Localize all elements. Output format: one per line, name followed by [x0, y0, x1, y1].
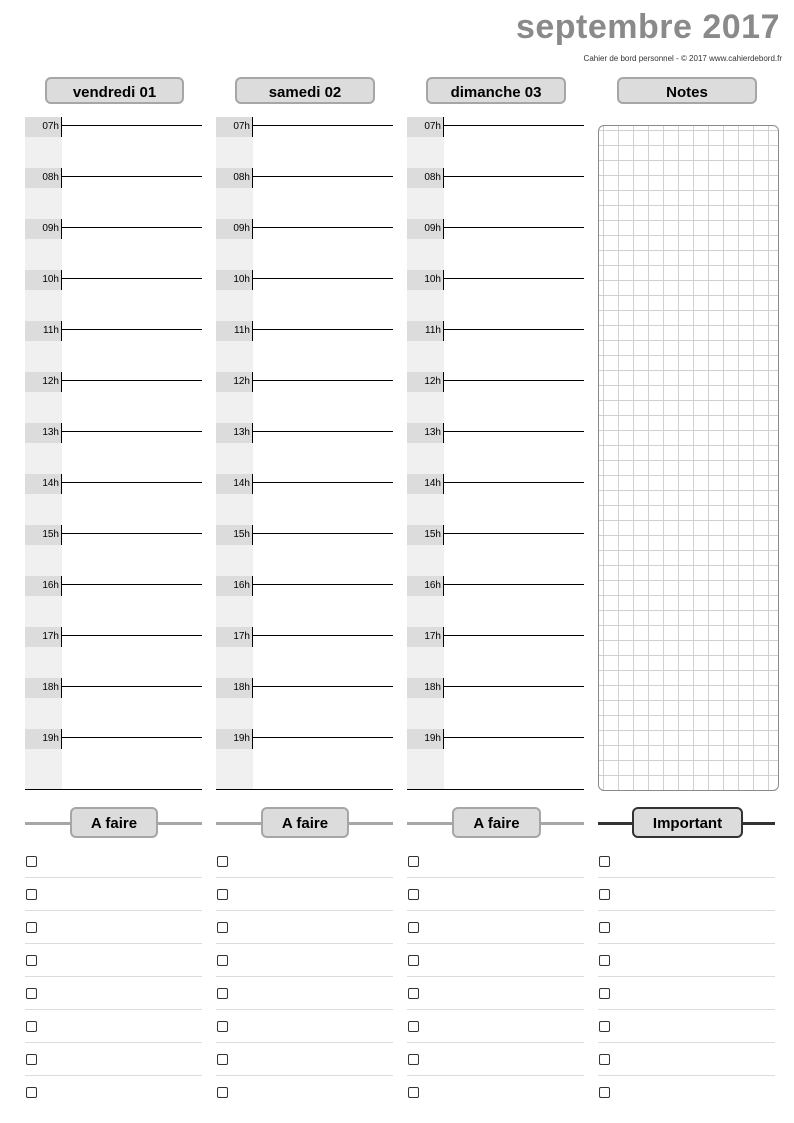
- task-row[interactable]: [407, 911, 584, 944]
- hour-slot[interactable]: [407, 117, 584, 137]
- hour-line: [444, 533, 584, 534]
- task-row[interactable]: [25, 944, 202, 977]
- hour-tick: [252, 117, 253, 137]
- checkbox-icon[interactable]: [599, 1054, 610, 1065]
- hour-tick: [443, 270, 444, 290]
- hour-tick: [61, 627, 62, 647]
- todo-header-1: A faire: [70, 807, 158, 838]
- task-row[interactable]: [25, 845, 202, 878]
- hour-label: 17h: [25, 627, 62, 647]
- hour-label: 14h: [407, 474, 444, 494]
- hour-slot[interactable]: [407, 321, 584, 341]
- checkbox-icon[interactable]: [26, 955, 37, 966]
- hour-slot[interactable]: [25, 678, 202, 698]
- hour-tick: [61, 678, 62, 698]
- checkbox-icon[interactable]: [408, 955, 419, 966]
- checkbox-icon[interactable]: [599, 922, 610, 933]
- task-row[interactable]: [216, 1043, 393, 1076]
- hour-label: 09h: [407, 219, 444, 239]
- hour-line: [444, 482, 584, 483]
- hour-label: 12h: [407, 372, 444, 392]
- hour-line: [444, 176, 584, 177]
- hour-slot[interactable]: [407, 372, 584, 392]
- hour-label: 17h: [407, 627, 444, 647]
- checkbox-icon[interactable]: [26, 1021, 37, 1032]
- checkbox-icon[interactable]: [599, 988, 610, 999]
- hour-tick: [252, 270, 253, 290]
- hour-slot[interactable]: [216, 474, 393, 494]
- checkbox-icon[interactable]: [599, 889, 610, 900]
- hour-tick: [443, 525, 444, 545]
- task-row[interactable]: [598, 911, 775, 944]
- task-row[interactable]: [598, 1076, 775, 1109]
- checkbox-icon[interactable]: [217, 889, 228, 900]
- checkbox-icon[interactable]: [408, 922, 419, 933]
- hour-line: [62, 380, 202, 381]
- hour-label: 16h: [25, 576, 62, 596]
- notes-grid[interactable]: [598, 125, 779, 791]
- hour-line: [253, 584, 393, 585]
- hour-line: [444, 737, 584, 738]
- checkbox-icon[interactable]: [217, 988, 228, 999]
- hour-label: 16h: [216, 576, 253, 596]
- hour-slot[interactable]: [216, 372, 393, 392]
- hour-line: [62, 278, 202, 279]
- task-row[interactable]: [25, 878, 202, 911]
- hour-label: 16h: [407, 576, 444, 596]
- column-bottom-line: [407, 789, 584, 790]
- hour-label: 19h: [216, 729, 253, 749]
- hour-slot[interactable]: [25, 219, 202, 239]
- hour-line: [253, 278, 393, 279]
- hour-label: 11h: [216, 321, 253, 341]
- task-row[interactable]: [598, 845, 775, 878]
- hour-line: [253, 686, 393, 687]
- hour-label: 13h: [216, 423, 253, 443]
- hour-tick: [252, 678, 253, 698]
- hour-line: [62, 482, 202, 483]
- hour-label: 12h: [216, 372, 253, 392]
- hour-tick: [252, 627, 253, 647]
- hour-label: 10h: [25, 270, 62, 290]
- hour-tick: [61, 270, 62, 290]
- hour-slot[interactable]: [407, 423, 584, 443]
- hour-label: 07h: [407, 117, 444, 137]
- task-row[interactable]: [216, 845, 393, 878]
- checkbox-icon[interactable]: [408, 889, 419, 900]
- hour-tick: [443, 474, 444, 494]
- task-row[interactable]: [598, 878, 775, 911]
- hour-line: [253, 329, 393, 330]
- hour-tick: [443, 576, 444, 596]
- hour-tick: [252, 423, 253, 443]
- hour-line: [62, 329, 202, 330]
- hour-tick: [443, 678, 444, 698]
- checkbox-icon[interactable]: [408, 856, 419, 867]
- hour-label: 09h: [216, 219, 253, 239]
- hour-label: 15h: [407, 525, 444, 545]
- hour-line: [253, 380, 393, 381]
- hour-slot[interactable]: [216, 117, 393, 137]
- hour-line: [253, 482, 393, 483]
- todo-header-3: A faire: [452, 807, 541, 838]
- checkbox-icon[interactable]: [217, 1021, 228, 1032]
- hour-label: 12h: [25, 372, 62, 392]
- hour-slot[interactable]: [216, 627, 393, 647]
- hour-slot[interactable]: [216, 423, 393, 443]
- checkbox-icon[interactable]: [599, 1021, 610, 1032]
- task-row[interactable]: [216, 911, 393, 944]
- hour-label: 13h: [25, 423, 62, 443]
- task-row[interactable]: [407, 845, 584, 878]
- hour-slot[interactable]: [216, 219, 393, 239]
- hour-tick: [252, 321, 253, 341]
- task-row[interactable]: [598, 1010, 775, 1043]
- task-row[interactable]: [25, 1076, 202, 1109]
- hour-slot[interactable]: [216, 168, 393, 188]
- todo-list-2: [216, 845, 393, 1109]
- checkbox-icon[interactable]: [26, 856, 37, 867]
- hour-line: [444, 584, 584, 585]
- hour-tick: [61, 525, 62, 545]
- hour-tick: [61, 729, 62, 749]
- task-row[interactable]: [25, 1043, 202, 1076]
- hour-tick: [443, 321, 444, 341]
- task-row[interactable]: [25, 977, 202, 1010]
- checkbox-icon[interactable]: [26, 1087, 37, 1098]
- task-row[interactable]: [216, 878, 393, 911]
- checkbox-icon[interactable]: [408, 988, 419, 999]
- task-row[interactable]: [216, 1010, 393, 1043]
- hour-tick: [443, 219, 444, 239]
- hour-slot[interactable]: [407, 576, 584, 596]
- day-header-3: dimanche 03: [426, 77, 566, 104]
- hour-tick: [61, 474, 62, 494]
- hour-label: 18h: [407, 678, 444, 698]
- hour-line: [253, 125, 393, 126]
- hour-slot[interactable]: [25, 576, 202, 596]
- hour-slot[interactable]: [25, 117, 202, 137]
- hour-tick: [61, 219, 62, 239]
- task-row[interactable]: [216, 1076, 393, 1109]
- todo-header-2: A faire: [261, 807, 349, 838]
- hour-tick: [252, 372, 253, 392]
- hour-line: [444, 380, 584, 381]
- hour-line: [62, 686, 202, 687]
- hour-label: 14h: [25, 474, 62, 494]
- checkbox-icon[interactable]: [217, 955, 228, 966]
- important-header: Important: [632, 807, 743, 838]
- day-schedule-2: [216, 117, 393, 790]
- hour-slot[interactable]: [25, 474, 202, 494]
- todo-list-3: [407, 845, 584, 1109]
- hour-label: 08h: [407, 168, 444, 188]
- hour-slot[interactable]: [216, 678, 393, 698]
- hour-line: [444, 227, 584, 228]
- hour-line: [62, 737, 202, 738]
- checkbox-icon[interactable]: [599, 955, 610, 966]
- page-subtitle: Cahier de bord personnel - © 2017 www.cahierdebord.fr: [583, 54, 782, 63]
- hour-line: [62, 584, 202, 585]
- hour-line: [62, 176, 202, 177]
- day-header-1: vendredi 01: [45, 77, 184, 104]
- checkbox-icon[interactable]: [217, 1054, 228, 1065]
- hour-label: 10h: [216, 270, 253, 290]
- hour-slot[interactable]: [25, 525, 202, 545]
- checkbox-icon[interactable]: [26, 988, 37, 999]
- task-row[interactable]: [407, 1010, 584, 1043]
- task-row[interactable]: [25, 1010, 202, 1043]
- hour-tick: [252, 474, 253, 494]
- hour-label: 18h: [25, 678, 62, 698]
- hour-slot[interactable]: [407, 270, 584, 290]
- important-list: [598, 845, 775, 1109]
- hour-slot[interactable]: [25, 270, 202, 290]
- hour-tick: [252, 168, 253, 188]
- day-header-2: samedi 02: [235, 77, 375, 104]
- column-bottom-line: [25, 789, 202, 790]
- column-bottom-line: [216, 789, 393, 790]
- task-row[interactable]: [25, 911, 202, 944]
- hour-label: 19h: [407, 729, 444, 749]
- hour-label: 08h: [216, 168, 253, 188]
- hour-label: 19h: [25, 729, 62, 749]
- hour-label: 15h: [216, 525, 253, 545]
- hour-label: 07h: [25, 117, 62, 137]
- hour-slot[interactable]: [25, 729, 202, 749]
- hour-label: 08h: [25, 168, 62, 188]
- hour-tick: [61, 576, 62, 596]
- hour-line: [62, 125, 202, 126]
- hour-tick: [443, 168, 444, 188]
- hour-label: 18h: [216, 678, 253, 698]
- hour-label: 11h: [25, 321, 62, 341]
- hour-tick: [252, 576, 253, 596]
- checkbox-icon[interactable]: [217, 922, 228, 933]
- hour-line: [253, 635, 393, 636]
- checkbox-icon[interactable]: [408, 1054, 419, 1065]
- task-row[interactable]: [216, 977, 393, 1010]
- task-row[interactable]: [216, 944, 393, 977]
- hour-line: [62, 431, 202, 432]
- hour-line: [253, 533, 393, 534]
- hour-label: 07h: [216, 117, 253, 137]
- hour-label: 17h: [216, 627, 253, 647]
- task-row[interactable]: [407, 1043, 584, 1076]
- hour-label: 11h: [407, 321, 444, 341]
- task-row[interactable]: [598, 944, 775, 977]
- checkbox-icon[interactable]: [26, 922, 37, 933]
- checkbox-icon[interactable]: [408, 1021, 419, 1032]
- hour-slot[interactable]: [25, 321, 202, 341]
- hour-slot[interactable]: [216, 270, 393, 290]
- hour-line: [444, 278, 584, 279]
- hour-line: [62, 227, 202, 228]
- hour-tick: [443, 729, 444, 749]
- hour-label: 15h: [25, 525, 62, 545]
- task-row[interactable]: [407, 1076, 584, 1109]
- hour-slot[interactable]: [407, 219, 584, 239]
- hour-tick: [61, 117, 62, 137]
- hour-slot[interactable]: [216, 321, 393, 341]
- hour-tick: [61, 168, 62, 188]
- checkbox-icon[interactable]: [408, 1087, 419, 1098]
- checkbox-icon[interactable]: [599, 1087, 610, 1098]
- hour-slot[interactable]: [407, 678, 584, 698]
- hour-slot[interactable]: [25, 372, 202, 392]
- hour-slot[interactable]: [407, 525, 584, 545]
- hour-line: [444, 635, 584, 636]
- checkbox-icon[interactable]: [26, 889, 37, 900]
- todo-list-1: [25, 845, 202, 1109]
- task-row[interactable]: [407, 944, 584, 977]
- hour-tick: [443, 372, 444, 392]
- hour-label: 09h: [25, 219, 62, 239]
- hour-line: [253, 176, 393, 177]
- checkbox-icon[interactable]: [217, 856, 228, 867]
- hour-tick: [61, 423, 62, 443]
- hour-line: [253, 737, 393, 738]
- hour-line: [444, 431, 584, 432]
- hour-slot[interactable]: [407, 474, 584, 494]
- hour-tick: [443, 627, 444, 647]
- hour-label: 10h: [407, 270, 444, 290]
- hour-slot[interactable]: [407, 168, 584, 188]
- hour-tick: [252, 219, 253, 239]
- hour-slot[interactable]: [216, 576, 393, 596]
- hour-tick: [61, 321, 62, 341]
- hour-slot[interactable]: [407, 729, 584, 749]
- hour-slot[interactable]: [25, 423, 202, 443]
- hour-line: [444, 686, 584, 687]
- hour-line: [253, 431, 393, 432]
- page-title: septembre 2017: [515, 8, 780, 46]
- checkbox-icon[interactable]: [26, 1054, 37, 1065]
- checkbox-icon[interactable]: [217, 1087, 228, 1098]
- hour-line: [253, 227, 393, 228]
- hour-line: [62, 533, 202, 534]
- day-schedule-1: [25, 117, 202, 790]
- hour-line: [444, 329, 584, 330]
- hour-line: [444, 125, 584, 126]
- hour-slot[interactable]: [216, 525, 393, 545]
- hour-slot[interactable]: [25, 168, 202, 188]
- hour-slot[interactable]: [216, 729, 393, 749]
- hour-line: [62, 635, 202, 636]
- hour-label: 13h: [407, 423, 444, 443]
- task-row[interactable]: [598, 977, 775, 1010]
- notes-header: Notes: [617, 77, 757, 104]
- day-schedule-3: [407, 117, 584, 790]
- hour-slot[interactable]: [25, 627, 202, 647]
- hour-tick: [61, 372, 62, 392]
- hour-tick: [252, 729, 253, 749]
- hour-tick: [443, 423, 444, 443]
- hour-label: 14h: [216, 474, 253, 494]
- checkbox-icon[interactable]: [599, 856, 610, 867]
- task-row[interactable]: [407, 878, 584, 911]
- hour-tick: [443, 117, 444, 137]
- task-row[interactable]: [407, 977, 584, 1010]
- hour-tick: [252, 525, 253, 545]
- hour-slot[interactable]: [407, 627, 584, 647]
- task-row[interactable]: [598, 1043, 775, 1076]
